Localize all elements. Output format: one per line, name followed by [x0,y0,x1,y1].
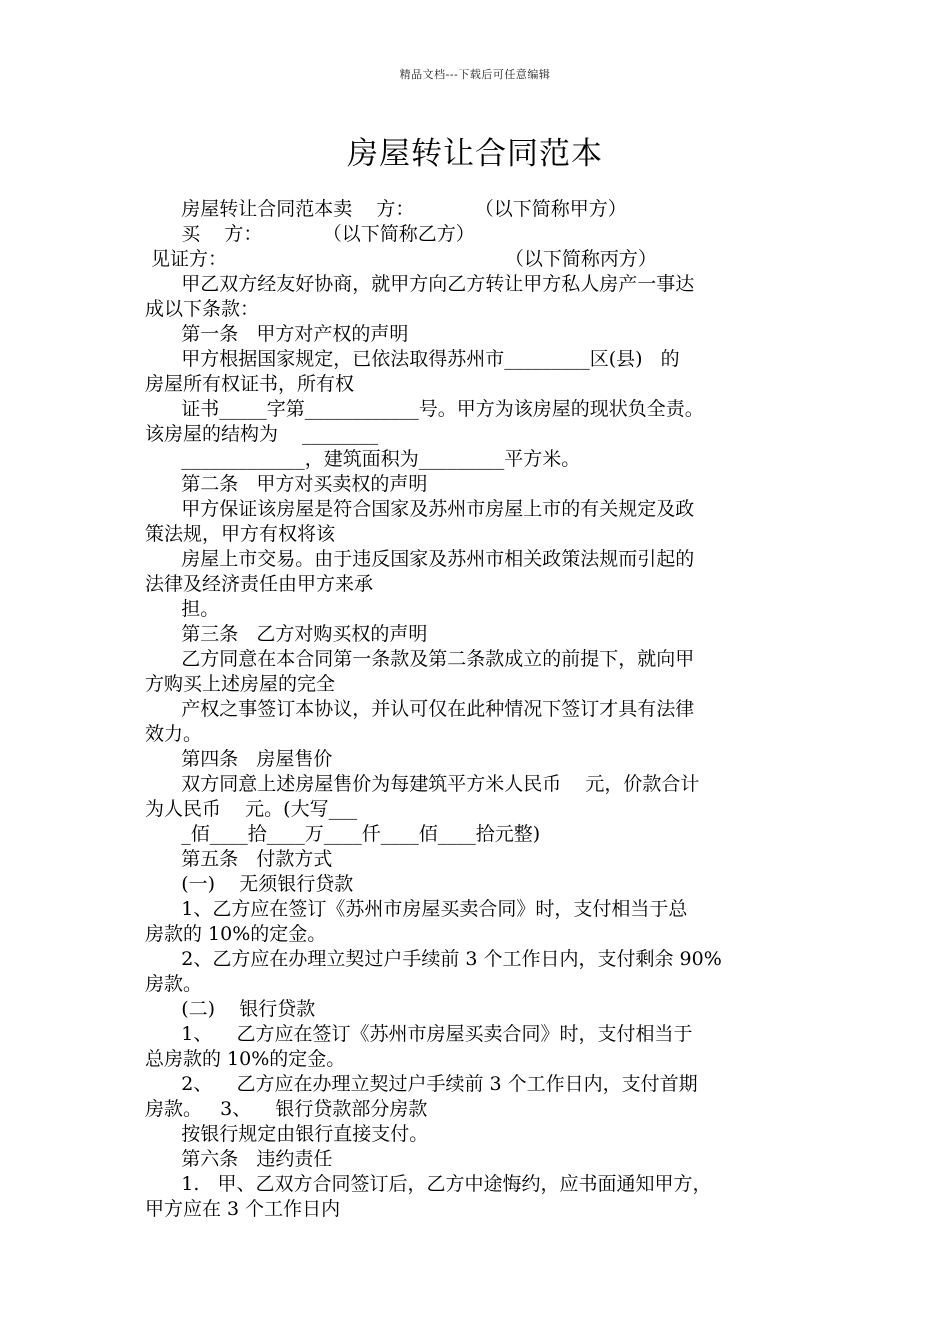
body-line: _佰____拾____万____仟____佰____拾元整) [145,823,541,845]
article-heading: 第五条 付款方式 [145,848,333,870]
body-line: 效力。 [145,723,203,745]
body-line: 总房款的 10%的定金。 [145,1048,346,1070]
article-heading: 第三条 乙方对购买权的声明 [145,623,428,645]
body-line: 甲方应在 3 个工作日内 [145,1198,341,1220]
body-line: 甲乙双方经友好协商，就甲方向乙方转让甲方私人房产一事达 [145,273,695,295]
header-note: 精品文档---下载后可任意编辑 [399,68,551,81]
document-body [145,197,815,1222]
body-line: 房款。 3、 银行贷款部分房款 [145,1098,428,1120]
body-line: 房屋转让合同范本卖 方： （以下简称甲方） [145,198,627,220]
body-line: 策法规，甲方有权将该 [145,523,336,545]
body-line: 甲方保证该房屋是符合国家及苏州市房屋上市的有关规定及政 [145,498,695,520]
body-line: 房款的 10%的定金。 [145,923,327,945]
body-line: 为人民币 元。(大写___ [145,798,358,820]
body-line: 房屋所有权证书，所有权 [145,373,355,395]
body-line: 房款。 [145,973,203,995]
body-line: 甲方根据国家规定，已依法取得苏州市_________区(县) 的 [145,348,680,370]
document-title: 房屋转让合同范本 [347,136,603,172]
body-line: 担。 [145,598,220,620]
body-line: 买 方： （以下简称乙方） [145,223,475,245]
body-line: 见证方： （以下简称丙方） [145,248,657,270]
body-line: 2、 乙方应在办理立契过户手续前 3 个工作日内，支付首期 [145,1073,698,1095]
body-line: 法律及经济责任由甲方来承 [145,573,374,595]
article-heading: 第六条 违约责任 [145,1148,333,1170]
body-line: _____________，建筑面积为_________平方米。 [145,448,581,470]
body-line: 证书_____字第____________号。甲方为该房屋的现状负全责。 [145,398,704,420]
body-line: 该房屋的结构为 ________ [145,423,379,445]
body-line: 1、乙方应在签订《苏州市房屋买卖合同》时，支付相当于总 [145,898,688,920]
body-line: 2、乙方应在办理立契过户手续前 3 个工作日内，支付剩余 90% [145,948,722,970]
article-heading: 第一条 甲方对产权的声明 [145,323,409,345]
article-heading: 第四条 房屋售价 [145,748,333,770]
body-line: 按银行规定由银行直接支付。 [145,1123,429,1145]
body-line: 1、 乙方应在签订《苏州市房屋买卖合同》时，支付相当于 [145,1023,693,1045]
body-line: 1. 甲、乙双方合同签订后，乙方中途悔约，应书面通知甲方， [145,1173,712,1195]
body-line: (二) 银行贷款 [145,998,316,1020]
body-line: 双方同意上述房屋售价为每建筑平方米人民币 元，价款合计 [145,773,700,795]
body-line: 成以下条款： [145,298,260,320]
body-line: 房屋上市交易。由于违反国家及苏州市相关政策法规而引起的 [145,548,695,570]
body-line: 产权之事签订本协议，并认可仅在此种情况下签订才具有法律 [145,698,695,720]
body-line: 乙方同意在本合同第一条款及第二条款成立的前提下，就向甲 [145,648,695,670]
body-line: (一) 无须银行贷款 [145,873,354,895]
body-line: 方购买上述房屋的完全 [145,673,336,695]
article-heading: 第二条 甲方对买卖权的声明 [145,473,428,495]
